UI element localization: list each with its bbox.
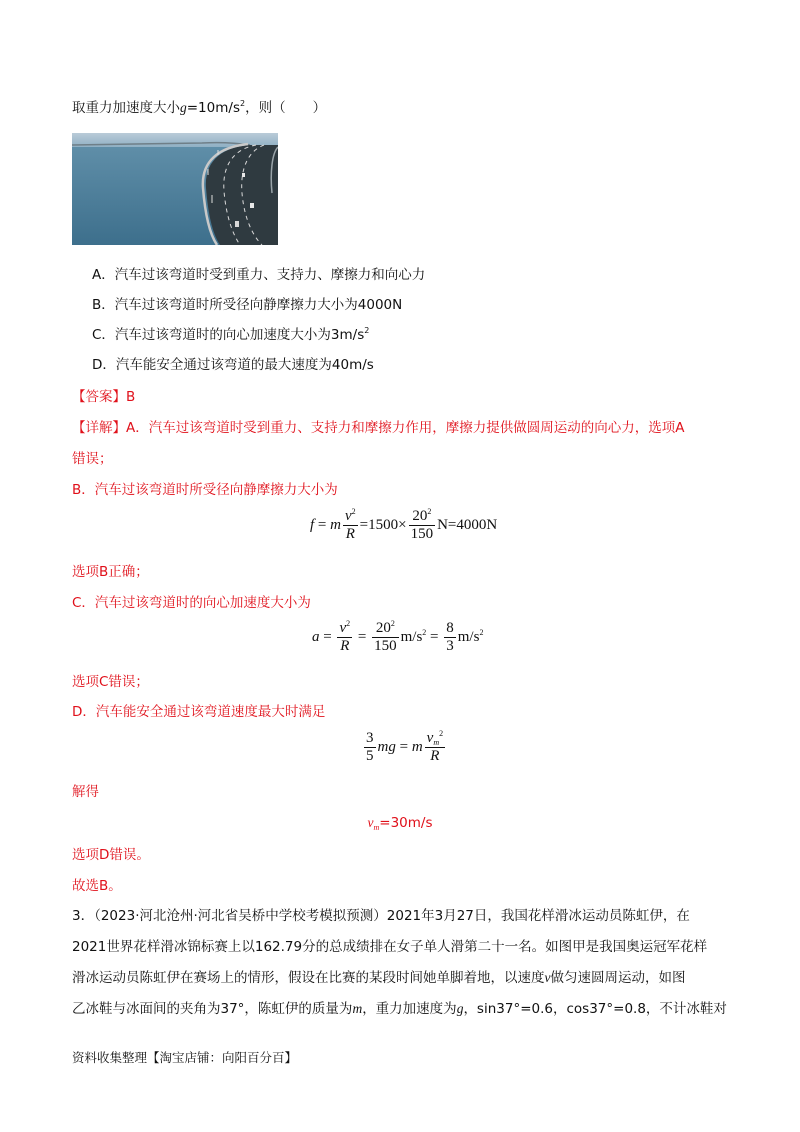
detail-b-intro: B．汽车过该弯道时所受径向静摩擦力大小为 xyxy=(72,482,338,498)
solve-label: 解得 xyxy=(72,784,99,800)
footer-source: 资料收集整理【淘宝店铺：向阳百分百】 xyxy=(72,1050,298,1065)
detail-b-result: 选项B正确； xyxy=(72,564,149,580)
question3-line4: 乙冰鞋与冰面间的夹角为37°，陈虹伊的质量为m，重力加速度为g，sin37°=0.6，cos37°=0.8，不计冰鞋对 xyxy=(72,1001,727,1017)
question3-line3: 滑冰运动员陈虹伊在赛场上的情形，假设在比赛的某段时间她单脚着地，以速度v做匀速圆周运动，如图 xyxy=(72,970,686,986)
option-c: C．汽车过该弯道时的向心加速度大小为$3m/s^2$ xyxy=(92,326,370,343)
friction-formula: f = m $\frac{v^2}{R}$ =1500× $\frac{20^2}{150}$ N=4000N xyxy=(310,507,498,542)
option-b: B．汽车过该弯道时所受径向静摩擦力大小为4000N xyxy=(92,297,403,313)
intro-line: 取重力加速度大小$g=10m/s^2$，则（ ） xyxy=(72,99,327,116)
detail-d-result: 选项D错误。 xyxy=(72,847,150,863)
option-d: D．汽车能安全通过该弯道的最大速度为40m/s xyxy=(92,357,374,373)
vm-result: $v_m=30m/s$ xyxy=(367,815,433,832)
detail-d-intro: D．汽车能安全通过该弯道速度最大时满足 xyxy=(72,704,326,720)
detail-a-line2: 错误； xyxy=(72,451,113,467)
conclusion: 故选B。 xyxy=(72,878,122,894)
detail-c-result: 选项C错误； xyxy=(72,674,149,690)
detail-a-line1: 【详解】A．汽车过该弯道时受到重力、支持力和摩擦力作用，摩擦力提供做圆周运动的向心力，选项A xyxy=(72,420,685,436)
question3-line2: 2021世界花样滑冰锦标赛上以162.79分的总成绩排在女子单人滑第二十一名。如图甲是我国奥运冠军花样 xyxy=(72,939,708,955)
answer-line: 【答案】B xyxy=(72,389,136,405)
max-speed-formula: $\frac{3}{5}$ mg = m $\frac{v_m^2}{R}$ xyxy=(366,729,444,764)
curved-bridge-photo xyxy=(72,133,278,245)
option-a: A．汽车过该弯道时受到重力、支持力、摩擦力和向心力 xyxy=(92,267,426,283)
question3-line1: 3．（2023·河北沧州·河北省吴桥中学校考模拟预测）2021年3月27日，我国花样滑冰运动员陈虹伊，在 xyxy=(72,908,690,924)
acceleration-formula: a = $\frac{v^2}{R}$ = $\frac{20^2}{150}$ $m/s^2$ = $\frac{8}{3}$ $m/s^2$ xyxy=(312,619,484,654)
detail-c-intro: C．汽车过该弯道时的向心加速度大小为 xyxy=(72,595,311,611)
